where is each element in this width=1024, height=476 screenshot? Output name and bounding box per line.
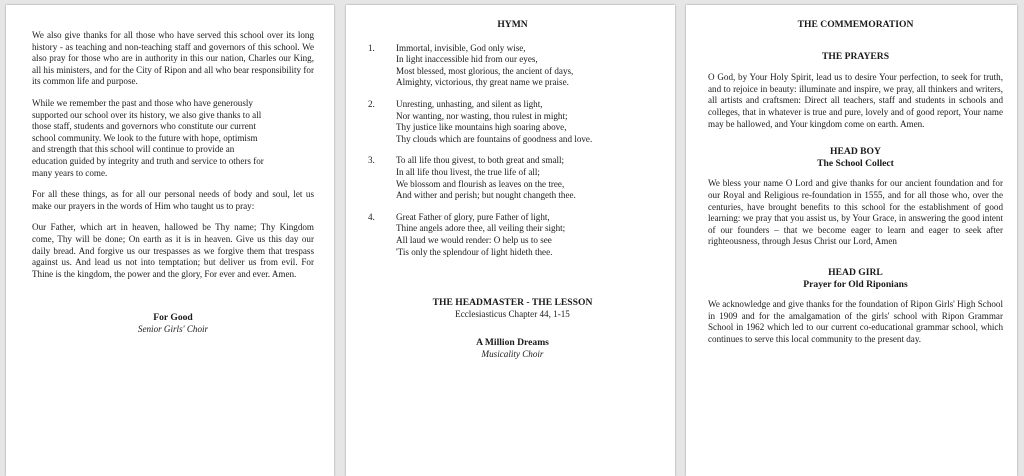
remembrance-line: education guided by integrity and truth and service to others for [32, 155, 264, 166]
head-boy-label: HEAD BOY [830, 146, 881, 158]
verse-line: Nor wanting, nor wasting, thou rulest in might; [396, 110, 568, 121]
verse-line: Almighty, victorious, thy great name we praise. [396, 77, 569, 88]
prayers-text: O God, by Your Holy Spirit, lead us to desire Your perfection, to seek for truth, and to rejoice in beauty: illuminate and inspire, we pray, all thinkers and writers, all artists and craftsmen: Direct all teachers, staff and students in schools and colleges, that in whatever is true and pure, lovely and of good report, Your name may be hallowed, and Your kingdom come on earth. Amen. [708, 72, 1003, 129]
verse-number: 3. [368, 155, 375, 166]
intercession-paragraph: For all these things, as for all our personal needs of body and soul, let us make our prayers in the words of Him who taught us to pray: [32, 189, 314, 211]
verse-line: 'Tis only the splendour of light hideth thee. [396, 246, 553, 257]
page-2 [346, 5, 675, 476]
verse-number: 4. [368, 211, 375, 222]
hymn-verse [368, 212, 657, 258]
page-3 [686, 5, 1017, 476]
remembrance-line: school community. We look to the future with hope, optimism [32, 132, 258, 143]
hymn-verse [368, 155, 657, 201]
verse-line: We blossom and flourish as leaves on the tree, [396, 178, 565, 189]
prayers-title: THE PRAYERS [821, 50, 890, 62]
school-collect-title: The School Collect [817, 157, 894, 169]
lords-prayer: Our Father, which art in heaven, hallowed be Thy name; Thy Kingdom come, Thy will be done; On earth as it is in heaven. Give us this day our daily bread. And forgive us our trespasses as we forgive them that trespass against us. And lead us not into temptation; but deliver us from evil. For Thine is the kingdom, the power and the glory, For ever and ever. Amen. [32, 222, 314, 279]
song-performer: Senior Girls' Choir [137, 323, 209, 334]
verse-number: 1. [368, 42, 375, 53]
verse-line: Unresting, unhasting, and silent as light, [396, 98, 543, 109]
page-1 [6, 5, 334, 476]
verse-line: In light inaccessible hid from our eyes, [396, 54, 538, 65]
remembrance-line: and strength that this school will continue to provide an [32, 144, 235, 155]
remembrance-line: supported our school over its history, we also give thanks to all [32, 109, 262, 120]
hymn-title: HYMN [497, 19, 528, 30]
hymn-verse [368, 99, 657, 145]
lesson-reference: Ecclesiasticus Chapter 44, 1-15 [455, 308, 570, 319]
commemoration-title: THE COMMEMORATION [797, 19, 914, 30]
verse-line: Thine angels adore thee, all veiling their sight; [396, 223, 566, 234]
lesson-title: THE HEADMASTER - THE LESSON [432, 297, 593, 309]
remembrance-line: many years to come. [32, 167, 108, 178]
verse-line: To all life thou givest, to both great and small; [396, 155, 565, 166]
song-title: A Million Dreams [476, 337, 549, 349]
head-girl-label: HEAD GIRL [828, 266, 883, 278]
verse-line: Most blessed, most glorious, the ancient of days, [396, 65, 574, 76]
verse-line: Great Father of glory, pure Father of light, [396, 211, 550, 222]
verse-line: And wither and perish; but nought changeth thee. [396, 190, 576, 201]
school-collect-text: We bless your name O Lord and give thanks for our ancient foundation and for our Royal and Religious re-foundation in 1555, and for all those who, over the centuries, have brought benefits to this school for the establishment of good learning: we pray that you assist us, by Your Grace, in answering the good intent of our founders – that we become eager to learn and eager to seek after righteousness, through Jesus Christ our Lord, Amen [708, 178, 1003, 247]
verse-line: In all life thou livest, the true life of all; [396, 166, 540, 177]
song-title: For Good [153, 312, 193, 324]
song-performer: Musicality Choir [481, 348, 544, 359]
thanksgiving-paragraph: We also give thanks for all those who have served this school over its long history - as teaching and non-teaching staff and governors of this school. We also pray for those who are in authority in this our nation, Charles our King, all his ministers, and for the City of Ripon and all who bear responsibility for its common life and purpose. [32, 30, 314, 87]
verse-line: All laud we would render: O help us to see [396, 234, 552, 245]
verse-line: Immortal, invisible, God only wise, [396, 42, 526, 53]
verse-line: Thy clouds which are fountains of goodness and love. [396, 133, 593, 144]
old-riponians-title: Prayer for Old Riponians [803, 278, 908, 290]
old-riponians-text: We acknowledge and give thanks for the foundation of Ripon Girls' High School in 1909 and for the amalgamation of the girls' school with Ripon Grammar School in 1962 which led to our current co-educational grammar school, which continues to serve this local community to the present day. [708, 299, 1003, 344]
verse-number: 2. [368, 98, 375, 109]
remembrance-line: those staff, students and governors who constitute our current [32, 121, 256, 132]
verse-line: Thy justice like mountains high soaring above, [396, 122, 567, 133]
remembrance-paragraph [32, 98, 314, 179]
remembrance-line: While we remember the past and those who have generously [32, 97, 253, 108]
hymn-verse [368, 43, 657, 89]
